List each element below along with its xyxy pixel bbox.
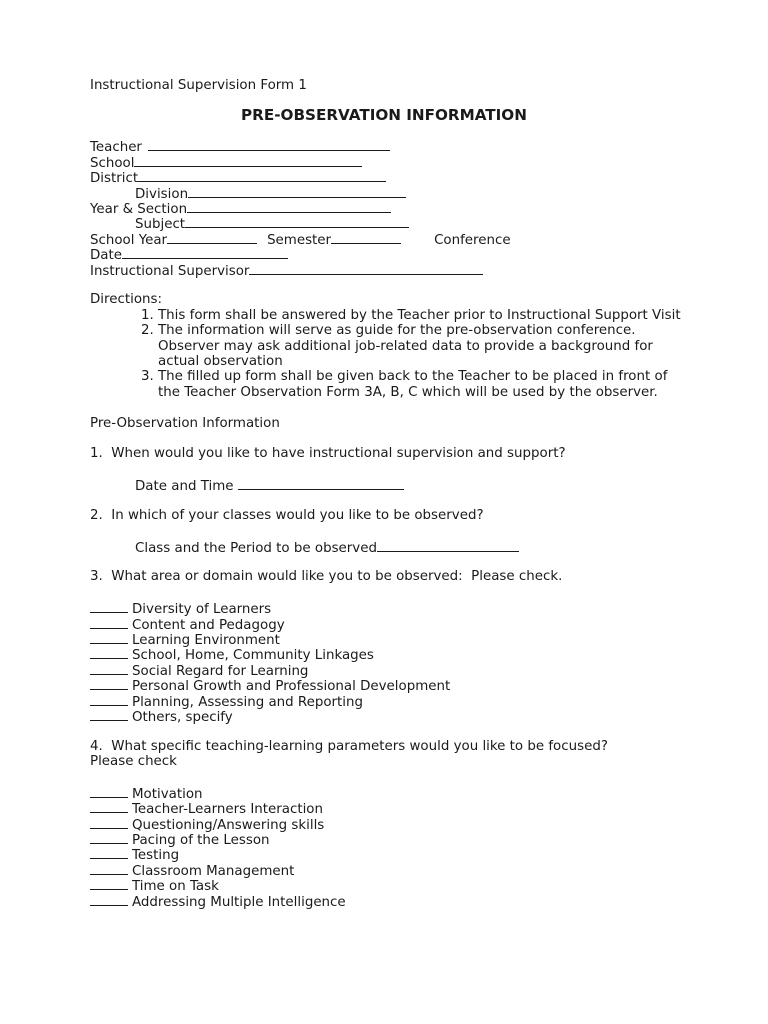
- check-blank[interactable]: [90, 877, 128, 890]
- check-blank[interactable]: [90, 708, 128, 721]
- check-item: [90, 785, 690, 800]
- check-blank[interactable]: [90, 677, 128, 690]
- direction-item: 3. The filled up form shall be given back to the Teacher to be placed in front of the Teacher Observation Form 3A, B, C which will be used by the observer.: [158, 369, 690, 400]
- direction-item: 1. This form shall be answered by the Teacher prior to Instructional Support Visit: [158, 308, 690, 323]
- year-section-label: Year & Section: [90, 201, 188, 217]
- form-title: PRE-OBSERVATION INFORMATION: [241, 106, 527, 125]
- check-blank[interactable]: [90, 631, 128, 644]
- question-3: 3. What area or domain would like you to be observed: Please check.: [90, 569, 563, 585]
- subject-row: [90, 215, 690, 233]
- check-item: [90, 600, 690, 618]
- check-blank[interactable]: [90, 616, 128, 629]
- check-item: [90, 816, 690, 831]
- teacher-blank[interactable]: [148, 138, 390, 151]
- district-label: District: [90, 171, 139, 187]
- check-blank[interactable]: [90, 831, 128, 844]
- section-label: Pre-Observation Information: [90, 415, 280, 431]
- check-label: Planning, Assessing and Reporting: [132, 694, 364, 710]
- school-year-blank[interactable]: [167, 231, 257, 244]
- check-label: Personal Growth and Professional Development: [132, 679, 451, 695]
- check-label: Social Regard for Learning: [132, 663, 309, 679]
- check-label: Others, specify: [132, 709, 233, 725]
- supervisor-row: [90, 262, 690, 277]
- question-2: 2. In which of your classes would you like to be observed?: [90, 507, 484, 523]
- check-item: [90, 646, 690, 664]
- teacher-label: Teacher: [90, 140, 142, 156]
- supervisor-blank[interactable]: [249, 262, 483, 275]
- school-year-label: School Year: [90, 232, 168, 248]
- semester-blank[interactable]: [331, 231, 401, 244]
- check-blank[interactable]: [90, 785, 128, 798]
- check-blank[interactable]: [90, 816, 128, 829]
- school-year-row: [90, 231, 690, 246]
- division-label: Division: [135, 186, 189, 202]
- school-label: School: [90, 155, 135, 171]
- date-time-label: Date and Time: [135, 479, 238, 495]
- check-item: [90, 831, 690, 849]
- school-row: [90, 154, 690, 169]
- class-period-row: [90, 539, 690, 554]
- conference-label: Conference: [434, 232, 511, 248]
- question-4-cont: Please check: [90, 754, 177, 770]
- form-page: [90, 78, 690, 908]
- check-item: [90, 662, 690, 677]
- check-label: Time on Task: [132, 879, 219, 895]
- check-item: [90, 846, 690, 864]
- check-item: [90, 616, 690, 631]
- date-blank[interactable]: [122, 246, 288, 259]
- check-label: Pacing of the Lesson: [132, 833, 270, 849]
- subject-blank[interactable]: [185, 215, 409, 228]
- check-item: [90, 893, 690, 908]
- date-row: [90, 246, 690, 264]
- semester-label: Semester: [267, 232, 332, 248]
- subject-label: Subject: [135, 217, 186, 233]
- supervisor-label: Instructional Supervisor: [90, 263, 250, 279]
- check-label: Classroom Management: [132, 863, 295, 879]
- check-label: Diversity of Learners: [132, 602, 272, 618]
- check-blank[interactable]: [90, 693, 128, 706]
- year-section-row: [90, 200, 690, 215]
- check-label: School, Home, Community Linkages: [132, 648, 374, 664]
- check-label: Content and Pedagogy: [132, 617, 285, 633]
- date-label: Date: [90, 248, 123, 264]
- date-time-row: [90, 477, 690, 495]
- check-blank[interactable]: [90, 800, 128, 813]
- check-label: Motivation: [132, 786, 203, 802]
- class-period-label: Class and the Period to be observed: [135, 540, 377, 556]
- check-item: [90, 800, 690, 818]
- directions-list: [90, 308, 690, 400]
- check-item: [90, 631, 690, 646]
- check-item: [90, 877, 690, 895]
- check-label: Questioning/Answering skills: [132, 817, 325, 833]
- check-blank[interactable]: [90, 846, 128, 859]
- check-blank[interactable]: [90, 600, 128, 613]
- division-blank[interactable]: [188, 185, 406, 198]
- check-blank[interactable]: [90, 662, 128, 675]
- check-blank[interactable]: [90, 862, 128, 875]
- check-blank[interactable]: [90, 893, 128, 906]
- check-label: Testing: [132, 848, 180, 864]
- directions-label: Directions:: [90, 292, 162, 308]
- check-item: [90, 677, 690, 695]
- check-blank[interactable]: [90, 646, 128, 659]
- year-section-blank[interactable]: [187, 200, 391, 213]
- class-period-blank[interactable]: [377, 539, 519, 552]
- school-blank[interactable]: [134, 154, 362, 167]
- check-item: [90, 862, 690, 877]
- check-item: [90, 693, 690, 708]
- district-row: [90, 169, 690, 187]
- form-header: Instructional Supervision Form 1: [90, 78, 307, 93]
- division-row: [90, 185, 690, 200]
- teacher-row: [90, 138, 690, 156]
- district-blank[interactable]: [138, 169, 386, 182]
- question-4: 4. What specific teaching-learning parameters would you like to be focused?: [90, 738, 608, 754]
- date-time-blank[interactable]: [238, 477, 404, 490]
- check-label: Addressing Multiple Intelligence: [132, 894, 346, 910]
- question-1: 1. When would you like to have instructional supervision and support?: [90, 446, 566, 462]
- check-label: Learning Environment: [132, 632, 280, 648]
- check-item: [90, 708, 690, 723]
- direction-item: 2. The information will serve as guide for the pre-observation conference. Observer may ask additional job-related data to provide a background for actual observation: [158, 323, 690, 369]
- check-label: Teacher-Learners Interaction: [132, 802, 323, 818]
